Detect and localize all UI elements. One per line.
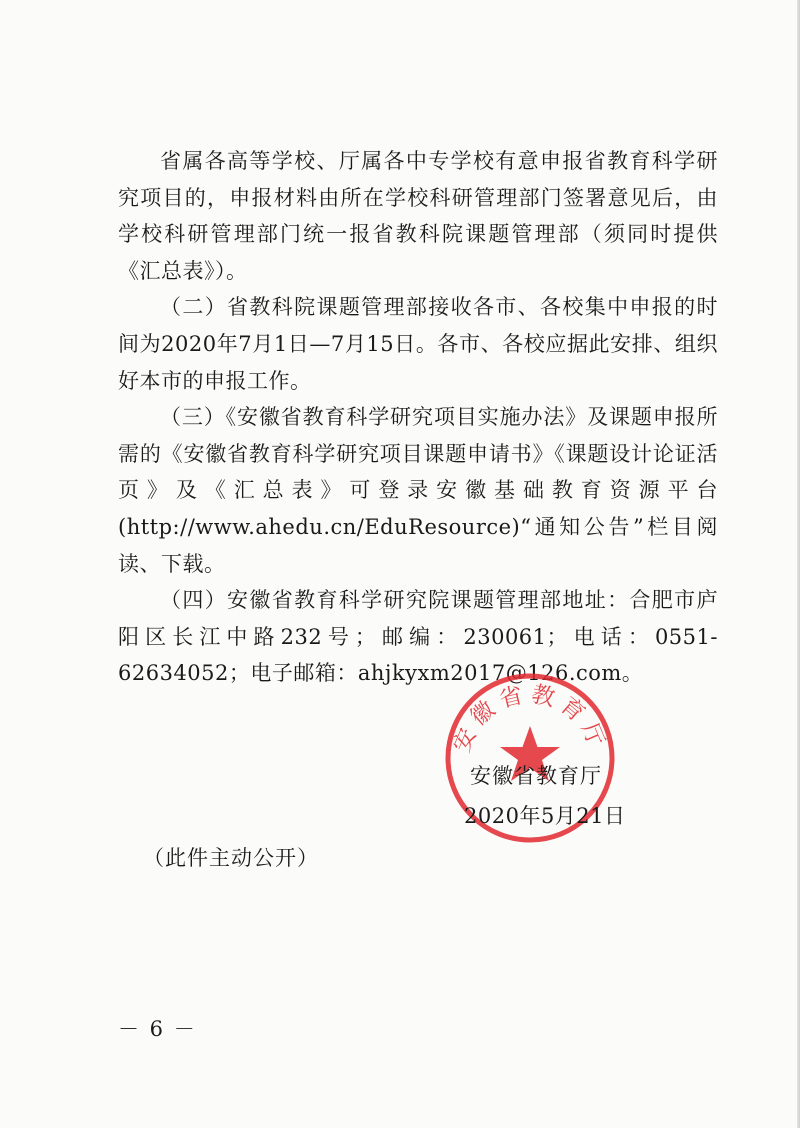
document-body — [118, 143, 718, 692]
paragraph-contact: （四）安徽省教育科学研究院课题管理部地址：合肥市庐阳区长江中路232号；邮编：230061；电话：0551-62634052；电子邮箱：ahjkyxm2017@126.com。 — [118, 588, 718, 686]
issuing-organization: 安徽省教育厅 — [470, 764, 602, 788]
paragraph-deadline: （二）省教科院课题管理部接收各市、各校集中申报的时间为2020年7月1日—7月15日。各市、各校应据此安排、组织好本市的申报工作。 — [118, 295, 718, 393]
public-disclosure-note: （此件主动公开） — [143, 846, 319, 870]
paragraph-materials: （三）《安徽省教育科学研究项目实施办法》及课题申报所需的《安徽省教育科学研究项目课题申请书》《课题设计论证活页》及《汇总表》可登录安徽基础教育资源平台(http://www.ahedu.cn/EduResource)“通知公告”栏目阅读、下载。 — [118, 405, 718, 576]
paragraph-provincial-schools: 省属各高等学校、厅属各中专学校有意申报省教育科学研究项目的，申报材料由所在学校科研管理部门签署意见后，由学校科研管理部门统一报省教科院课题管理部（须同时提供《汇总表》）。 — [118, 149, 718, 283]
seal-text: 安徽省教育厅 — [448, 681, 612, 757]
issue-date: 2020年5月21日 — [464, 804, 626, 828]
page-number: － 6 － — [118, 1017, 197, 1041]
